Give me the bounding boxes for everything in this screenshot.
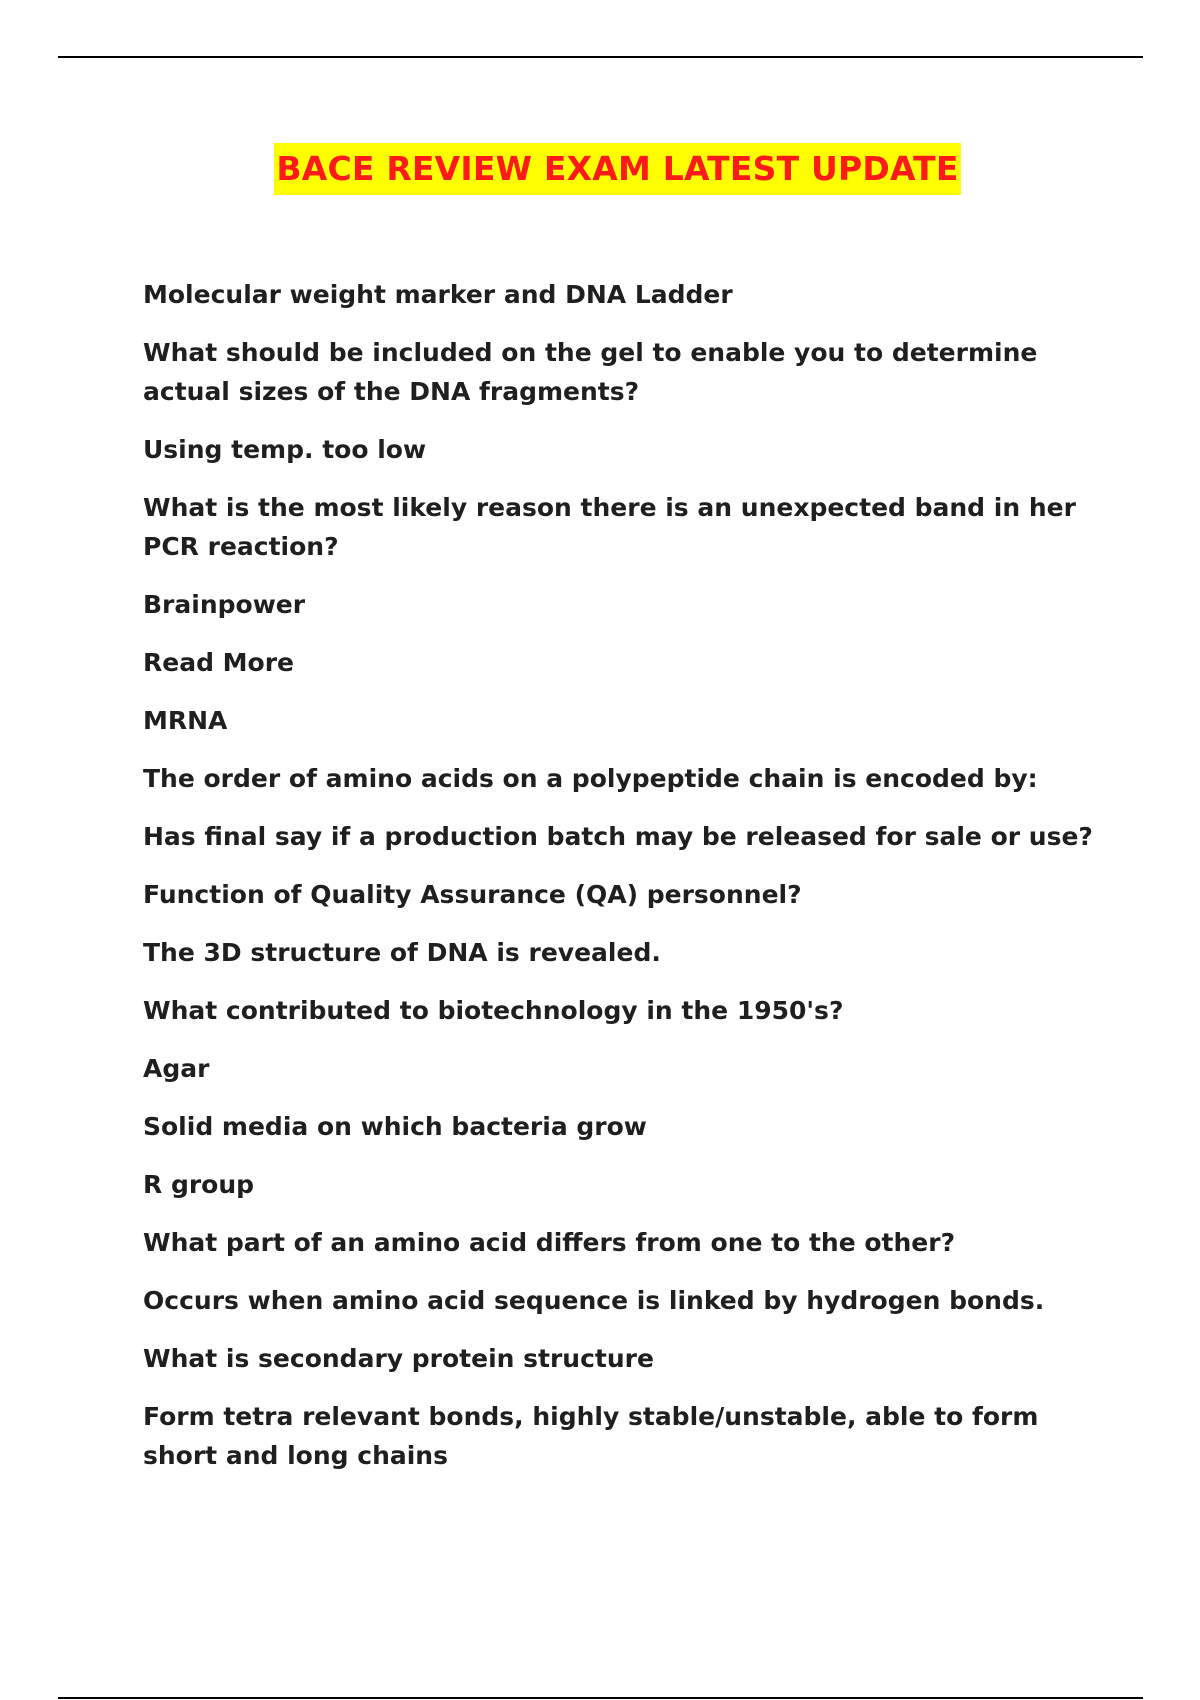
qa-line: Occurs when amino acid sequence is linked by hydrogen bonds. (143, 1286, 1045, 1315)
qa-line: Agar (143, 1054, 210, 1083)
qa-line: Solid media on which bacteria grow (143, 1112, 647, 1141)
title-container (0, 143, 1200, 195)
qa-line: The order of amino acids on a polypeptide chain is encoded by: (143, 764, 1038, 793)
qa-line: Function of Quality Assurance (QA) personnel? (143, 880, 802, 909)
qa-line: What contributed to biotechnology in the 1950's? (143, 996, 844, 1025)
qa-line: Has final say if a production batch may be released for sale or use? (143, 822, 1093, 851)
qa-line: What part of an amino acid differs from one to the other? (143, 1228, 956, 1257)
document-title: BACE REVIEW EXAM LATEST UPDATE (274, 143, 960, 195)
top-divider (58, 56, 1143, 58)
qa-line: What should be included on the gel to enable you to determine actual sizes of the DNA fragments? (143, 338, 1038, 406)
qa-line: What is the most likely reason there is an unexpected band in her PCR reaction? (143, 493, 1076, 561)
qa-line: Molecular weight marker and DNA Ladder (143, 280, 733, 309)
qa-line: What is secondary protein structure (143, 1344, 654, 1373)
qa-line: Brainpower (143, 590, 306, 619)
qa-list (143, 275, 1103, 1494)
qa-line: R group (143, 1170, 255, 1199)
qa-line: MRNA (143, 706, 228, 735)
qa-line: Read More (143, 648, 295, 677)
qa-line: The 3D structure of DNA is revealed. (143, 938, 661, 967)
qa-line: Using temp. too low (143, 435, 427, 464)
bottom-divider (58, 1697, 1143, 1699)
qa-line: Form tetra relevant bonds, highly stable/unstable, able to form short and long chains (143, 1402, 1039, 1470)
